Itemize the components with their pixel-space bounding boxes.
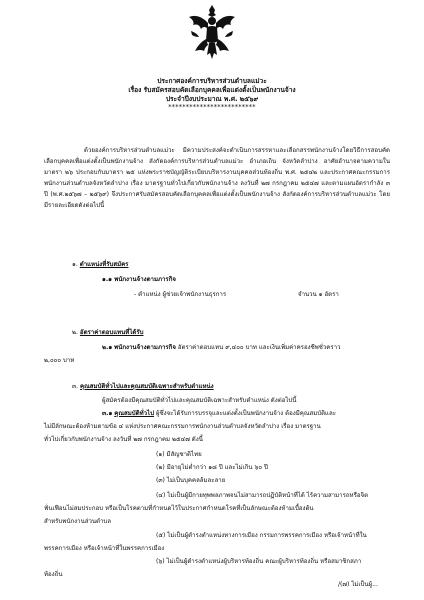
section2-rate-cont: ๒,๐๐๐ บาท [44,357,75,364]
qualification-item-5a: (๕) ไม่เป็นผู้ดำรงตำแหน่งทางการเมือง กรรมการพรรคการเมือง หรือเจ้าหน้าที่ใน [156,532,367,539]
section1-title: ตำแหน่งที่รับสมัคร [79,261,129,268]
section1-sub [102,275,176,284]
section3-sub-number: ๓.๑ [102,410,113,417]
section3-number: ๓. [72,383,79,390]
header-org: ประกาศองค์การบริหารส่วนตำบลแม่วะ [157,77,267,85]
section3-sub-text-c: ทั่วไปเกี่ยวกับพนักงานจ้าง ลงวันที่ ๒๗ กรกฎาคม ๒๕๔๗ ดังนี้ [44,436,203,443]
header-subject: เรื่อง รับสมัครสอบคัดเลือกบุคคลเพื่อแต่งตั้งเป็นพนักงานจ้าง [128,86,296,94]
qualification-item-5b: พรรคการเมือง หรือเจ้าหน้าที่ในพรรคการเมือง [44,545,165,552]
section3-sub-text-a: ผู้ซึ่งจะได้รับการบรรจุและแต่งตั้งเป็นพนักงานจ้าง ต้องมีคุณสมบัติและ [155,410,336,417]
section3-sub-text-b: ไม่มีลักษณะต้องห้ามตามข้อ ๔ แห่งประกาศคณะกรรมการพนักงานส่วนตำบลจังหวัดลำปาง เรื่อง มาตรฐาน [44,423,321,430]
qualification-item: (๑) มีสัญชาติไทย [156,451,202,458]
section2-title: อัตราค่าตอบแทนที่ได้รับ [79,329,144,336]
section2-sub-title: พนักงานจ้างตามภารกิจ [114,344,176,351]
intro-paragraph: ด้วยองค์การบริหารส่วนตำบลแม่วะ มีความประสงค์จะดำเนินการสรรหาและเลือกสรรพนักงานจ้างโดยวิธีการสอบคัดเลือกบุคคลเพื่อแต่งตั้งเป็นพนักงานจ้าง สังกัดองค์การบริหารส่วนตำบลแม่วะ อำเภอเถิน จังหวัดลำปาง อาศัยอำนาจตามความในมาตรา ๒๖ ประกอบกับมาตรา ๒๕ แห่งพระราชบัญญัติระเบียบบริหารงานบุคคลส่วนท้องถิ่น พ.ศ. ๒๕๔๒ และประกาศคณะกรรมการพนักงานส่วนตำบลจังหวัดลำปาง เรื่อง มาตรฐานทั่วไปเกี่ยวกับพนักงานจ้าง ลงวันที่ ๒๗ กรกฎาคม ๒๕๔๗ และตามแผนอัตรากำลัง ๓ ปี (พ.ศ.๒๕๖๗ – ๒๕๖๙) จึงประกาศรับสมัครสอบคัดเลือกบุคคลเพื่อแต่งตั้งเป็นพนักงานจ้าง สังกัดองค์การบริหารส่วนตำบลแม่วะ โดยมีรายละเอียดดังต่อไปนี้ [44,147,390,209]
section1-sub-number: ๑.๑ [102,276,113,283]
section1-number: ๑. [72,261,78,268]
qualification-item-4b: ฟั่นเฟือนไม่สมประกอบ หรือเป็นโรคตามที่กำหนดไว้ในประกาศกำหนดโรคที่เป็นลักษณะต้องห้ามเบื้องต้น [44,505,314,512]
section2-sub [102,343,341,352]
section3-sub [102,409,336,418]
qualification-item-6a: (๖) ไม่เป็นผู้ดำรงตำแหน่งผู้บริหารท้องถิ่น คณะผู้บริหารท้องถิ่น หรือสมาชิกสภา [156,558,362,565]
section2-sub-number: ๒.๑ [102,344,113,351]
qualification-item: (๓) ไม่เป็นบุคคลล้มละลาย [156,477,226,484]
section1-quota: จำนวน ๑ อัตรา [298,291,339,298]
header-fiscal-year: ประจำปีงบประมาณ พ.ศ. ๒๕๖๙ [165,95,259,103]
qualification-item-4c: สำหรับพนักงานส่วนตำบล [44,518,112,525]
section3-heading [72,382,214,391]
section3-title: คุณสมบัติทั่วไปและคุณสมบัติเฉพาะสำหรับตำแหน่ง [80,383,214,390]
qualification-item-6b: ท้องถิ่น [44,571,63,578]
section3-sub-title: คุณสมบัติทั่วไป [114,410,154,417]
section2-number: ๒. [72,329,78,336]
section2-rate: อัตราค่าตอบแทน ๙,๔๐๐ บาท และเงินเพิ่มค่าครองชีพชั่วคราว [177,344,341,351]
section3-lead: ผู้สมัครต้องมีคุณสมบัติทั่วไปและคุณสมบัติเฉพาะสำหรับตำแหน่ง ดังต่อไปนี้ [102,397,297,404]
section1-heading [72,260,128,269]
header-separator: ************************* [168,103,256,111]
section2-heading [72,328,144,337]
section1-sub-title: พนักงานจ้างตามภารกิจ [114,276,176,283]
garuda-emblem-icon [187,3,237,60]
qualification-item-4a: (๔) ไม่เป็นผู้มีกายทุพพลภาพจนไม่สามารถปฏิบัติหน้าที่ได้ ไร้ความสามารถหรือจิต [156,492,369,499]
continuation-note: /(๗) ไม่เป็นผู้... [338,581,378,588]
qualification-item: (๒) มีอายุไม่ต่ำกว่า ๑๘ ปี และไม่เกิน ๖๐ ปี [156,464,268,471]
section1-position: - ตำแหน่ง ผู้ช่วยเจ้าพนักงานธุรการ [134,291,227,298]
